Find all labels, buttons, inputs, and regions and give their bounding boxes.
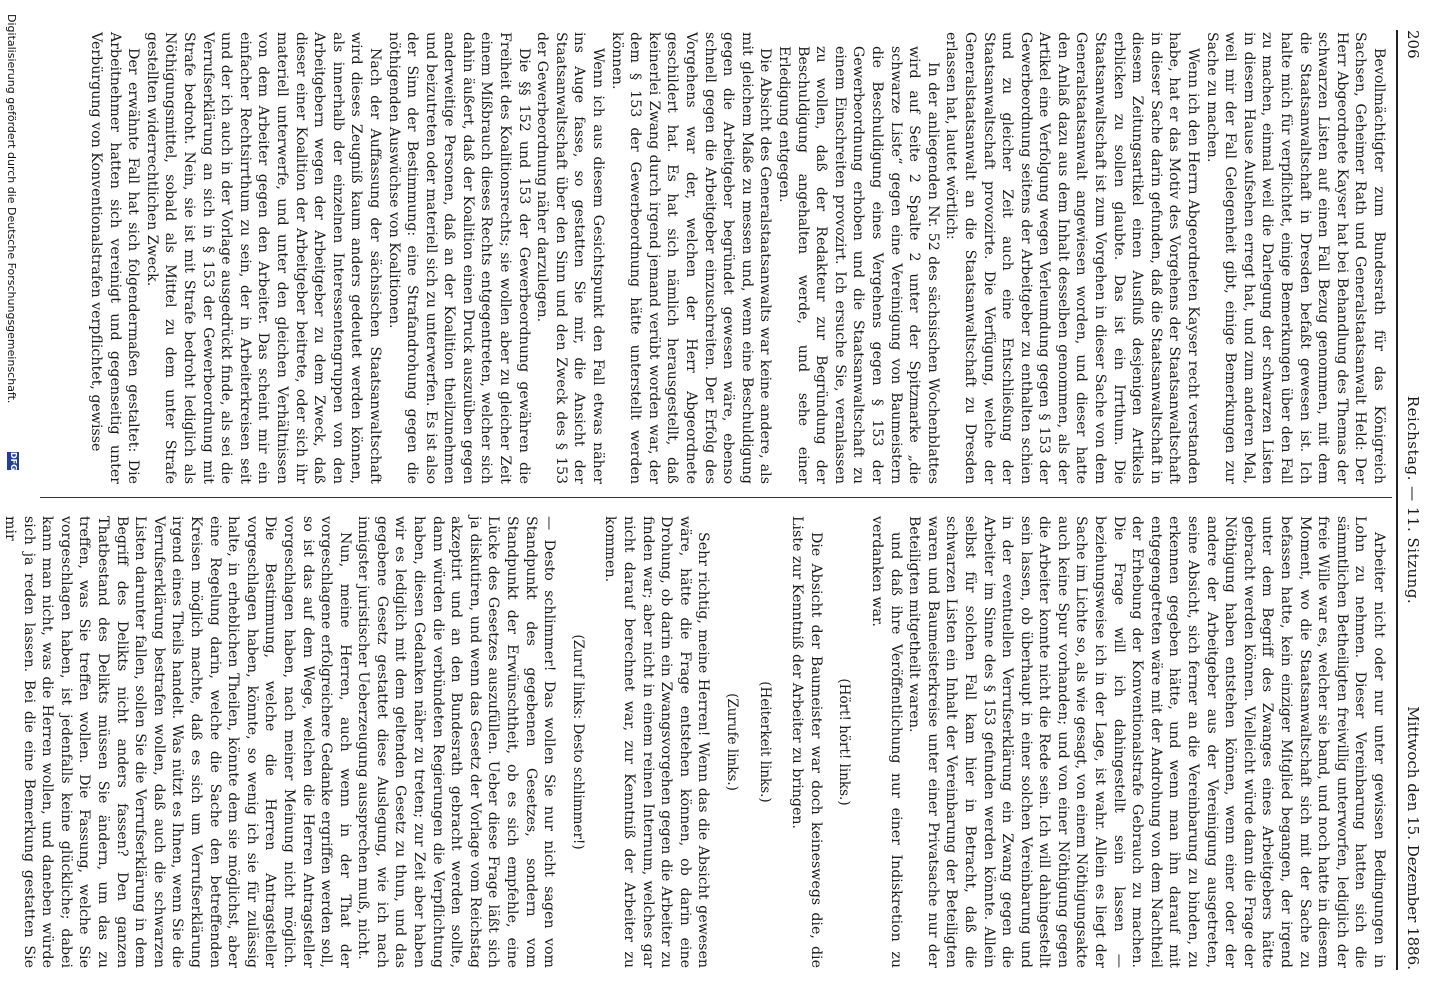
- interjection: (Zuruf links: Desto schlimmer!): [569, 634, 586, 850]
- paragraph: Sehr richtig, meine Herren! Wenn das die Absicht gewesen wäre, hätte die Frage entstehen können, ob darin eine Drohung, ob darin ein Zwangsvorgehen gegen die Arbeiter zu finden war; aber nicht in einem reinen Internum, welches gar nicht darauf berechnet war, zur Kenntniß der Arbeiter zu kommen.: [602, 516, 712, 968]
- left-column: [40, 32, 1388, 484]
- paragraph: und daß ihre Veröffentlichung nur einer Indiskretion zu verdanken war.: [868, 516, 904, 968]
- column-divider: [40, 497, 1392, 498]
- page-header: [1398, 30, 1422, 970]
- paragraph: Arbeiter nicht oder nur unter gewissen Bedingungen in Lohn zu nehmen. Dieser Vereinbarung hatten sich die sämmtlichen Betheiligten freiwillig unterworfen, lediglich der freie Wille war es, welcher sie band, und noch hatte in diesem Moment, wo die Staatsanwaltschaft sich mit der Sache zu befassen hatte, kein einziger Mitglied begangen, der irgend unter dem Begriff des Zwanges eines Arbeitgebers hätte gebracht werden können. Vielleicht würde dann die Frage der Nöthigung haben entstehen können, wenn einer oder der andere der Arbeitgeber aus der Vereinigung ausgetreten, seine Absicht, sich ferner an die Vereinbarung zu binden, zu erkennen gegeben hätte, und wenn man ihn darauf mit entgegengetreten wäre mit der Androhung von dem Nachtheil der Erhebung der Konventionalstrafe Gebrauch zu machen. Die Frage will ich dahingestellt sein lassen — beziehungsweise ich in der Lage, ist wahr. Allein es liegt der Sache im Lichte so, als wie gesagt, von einem Nöthigungsakte auch keine Spur vorhanden; und von einer Nöthigung gegen die Arbeiter konnte nicht die Rede sein. Ich will dahingestellt sein lassen, ob überhaupt in einer solchen Vereinbarung und in der eventuellen Verrufserklärung ein Zwang gegen die Arbeiter im Sinne des § 153 gefunden werden könnte. Allein selbst für solchen Fall kam hier in Betracht, daß die schwarzen Listen ein Inhalt der Vereinbarung der Beteiligten waren und Baumeisterkreise unter einer Privatsache nur der Beteiligten mitgetheilt waren.: [906, 516, 1387, 968]
- quoted-order: In der anliegenden Nr. 52 des sächsischen Wochenblattes wird auf Seite 2 Spalte 2 unter der Spitzmarke „die schwarze Liste“ gegen eine Vereinigung von Baumeistern die Beschuldigung eines Vergehens gegen § 153 der Gewerbeordnung erhoben und die Staatsanwaltschaft zu einem Einschreiten provozirt. Ich ersuche Sie, veranlassen zu wollen, daß der Redakteur zur Begründung der Beschuldigung angehalten werde, und sehe einer Erledigung entgegen.: [776, 46, 941, 484]
- session-date: Mittwoch den 15. Dezember 1886.: [1404, 706, 1422, 970]
- paragraph: Nun, meine Herren, auch wenn in der That der vorgeschlagene erfolgreichere Gedanke ergriffen werden soll, so ist das auf dem Wege, welchen die Herren Antragsteller vorgeschlagen haben, nach meiner Meinung nicht möglich. Die Bestimmung, welche die Herren Antragsteller vorgeschlagen haben, könnte, so wenig ich sie für zulässig halte, in erheblichen Theilen, könnte dem sie möglichst, aber eine Regelung darin, welche die Sache den betreffenden Kreisen möglich machte, daß es sich um Verrufserklärung irgend eines Theils handelt. Was nützt es Ihnen, wenn Sie die Verrufserklärung bestrafen wollen, daß auch die schwarzen Listen darunter fallen, sollen Sie die Verrufserklärung in dem Begriff des Delikts nicht anders fassen? Den ganzen Thatbestand des Delikts müssen Sie ändern, um das zu treffen, was Sie treffen wollen. Die Fassung, welche Sie vorgeschlagen haben, ist jedenfalls keine glückliche; dabei kann man nicht, was die Herren wollen, und daneben würde sich ja reden lassen. Bei die eine Bemerkung gestatten Sie mir: [2, 516, 353, 968]
- paragraph: Nach der Auffassung der sächsischen Staatsanwaltschaft wird dieses Zeugniß kaum anders gedeutet werden können, als innerhalb der einzelnen Interessentengruppen von den Arbeitgebern wegen der Arbeitgeber zu dem Zweck, daß dieser einer Koalition der Arbeitgeber beitrete, oder sich ihr materiell unterwerfe, und unter den gleichen Verhältnissen von dem Arbeiter gegen den Arbeiter. Das scheint mir ein einfacher Rechtsirrthum zu sein, der in Arbeiterkreisen seit und der ich auch in der Vorlage ausgedrückt finde, als sei die Verrufserklärung an sich in § 153 der Gewerbeordnung mit Strafe bedroht. Nein, sie ist mit Strafe bedroht lediglich als Nöthigungsmittel, sobald als Mittel zu dem unter Strafe gestellten widerrechtlichen Zweck.: [143, 32, 383, 484]
- header-rule: [1396, 30, 1398, 970]
- running-title: Reichstag. — 11. Sitzung.: [1404, 395, 1422, 605]
- paragraph: Die Absicht des Generalstaatsanwalts war keine andere, als mit gleichem Maße zu messen und, wenn eine Beschuldigung gegen die Arbeitgeber begründet gewesen wäre, ebenso schnell gegen die Arbeitgeber einzuschreiten. Der Erfolg des Vorgehens war der, welchen der Herr Abgeordnete geschildert hat. Es hat sich nämlich herausgestellt, daß keinerlei Zwang durch irgend jemand verübt worden war, der dem § 153 der Gewerbeordnung hätte unterstellt werden können.: [608, 32, 774, 484]
- paragraph: Die §§ 152 und 153 der Gewerbeordnung gewähren die Freiheit des Koalitionsrechts; sie wollen aber zu gleicher Zeit einem Mißbrauch dieses Rechts entgegentreten, welcher sich dahin äußert, daß der Koalition einen Druck auszuüben gegen anderweitige Personen, daß an der Koalition theilzunehmen und beizutreten oder materiell sich zu unterwerfen. Es ist also der Sinn der Bestimmung: eine Strafandrohung gegen die nöthigenden Auswüchse von Koalitionen.: [385, 32, 532, 484]
- interjection: (Hört! hört! links.): [836, 678, 853, 806]
- paragraph: Die Absicht der Baumeister war doch keineswegs die, die Liste zur Kenntniß der Arbeiter zu bringen.: [789, 516, 824, 968]
- paragraph: — Desto schlimmer! Das wollen Sie nur nicht sagen vom Standpunkt des gegebenen Gesetzes, sondern vom Standpunkt der Erwünschtheit, ob es sich empfehle, eine Lücke des Gesetzes auszufüllen. Ueber diese Frage läßt sich ja diskutiren, und wenn das Gesetz der Vorlage vom Reichstag akzeptirt und an den Bundesrath gebracht werden sollte, dann würden die verbündeten Regierungen die Verpflichtung haben, diesen Gedanken näher zu treten; zur Zeit aber haben wir es lediglich mit dem geltenden Gesetz zu thun, und das gegebene Gesetz gestattet diese Auslegung, wie ich nach innigster juristischer Ueberzeugung aussprechen muß, nicht.: [355, 516, 558, 968]
- digitization-footer: [0, 0, 26, 1000]
- interjection: (Heiterkeit links.): [756, 681, 773, 803]
- paragraph: Bevollmächtigter zum Bundesrath für das Königreich Sachsen, Geheimer Rath und Generalstaatsanwalt Held: Der Herr Abgeordnete Kayser hat bei Behandlung des Themas der schwarzen Listen auf einen Fall Bezug genommen, mit dem die Staatsanwaltschaft in Dresden befaßt gewesen ist. Ich halte mich für verpflichtet, einige Bemerkungen über den Fall zu machen, einmal weil die Darlegung der schwarzen Listen in diesem Hause Aufsehen erregt hat, und zum anderen Mal, weil mir der Fall Gelegenheit gibt, einige Bemerkungen zur Sache zu machen.: [1203, 32, 1387, 484]
- right-column: [2, 516, 1388, 968]
- paragraph: Der erwähnte Fall hat sich folgendermaßen gestaltet: Die Arbeitnehmer hatten sich vereinigt und gegenseitig unter Verbürgung von Konventionalstrafen verpflichtet, gewisse: [88, 32, 142, 484]
- page-number: 206: [1404, 30, 1422, 59]
- paragraph: Wenn ich aus diesem Gesichtspunkt den Fall etwas näher ins Auge fasse, so gestatten Sie mir, die Ansicht der Staatsanwaltschaft über den Sinn und den Zweck des § 153 der Gewerbeordnung näher darzulegen.: [534, 32, 607, 484]
- dfg-logo-icon: DFG: [9, 452, 18, 471]
- digitization-note: Digitalisierung gefördert durch die Deutsche Forschungsgemeinschaft.: [5, 14, 18, 404]
- interjection: (Zurufe links.): [724, 693, 740, 791]
- paragraph: Wenn ich den Herrn Abgeordneten Kayser recht verstanden habe, hat er das Motiv des Vorgehens der Staatsanwaltschaft in dieser Sache darin gefunden, daß die Staatsanwaltschaft in diesem Zeitungsartikel einen Ausfluß desjenigen Artikels erblicken zu sollen glaubte. Das ist ein Irrthum. Die Staatsanwaltschaft ist zum Vorgehen in dieser Sache von dem Generalstaatsanwalt angewiesen worden, und dieser hatte den Anlaß dazu aus dem Inhalt desselben genommen, als der Artikel eine Verfolgung wegen Verleumdung gegen § 153 der Gewerbeordnung seitens der Arbeitgeber zu enthalten schien und zu gleicher Zeit auch eine Entschließung der Staatsanwaltschaft provozirte. Die Verfügung, welche der Generalstaatsanwalt an die Staatsanwaltschaft zu Dresden erlassen hat, lautet wörtlich:: [943, 32, 1202, 484]
